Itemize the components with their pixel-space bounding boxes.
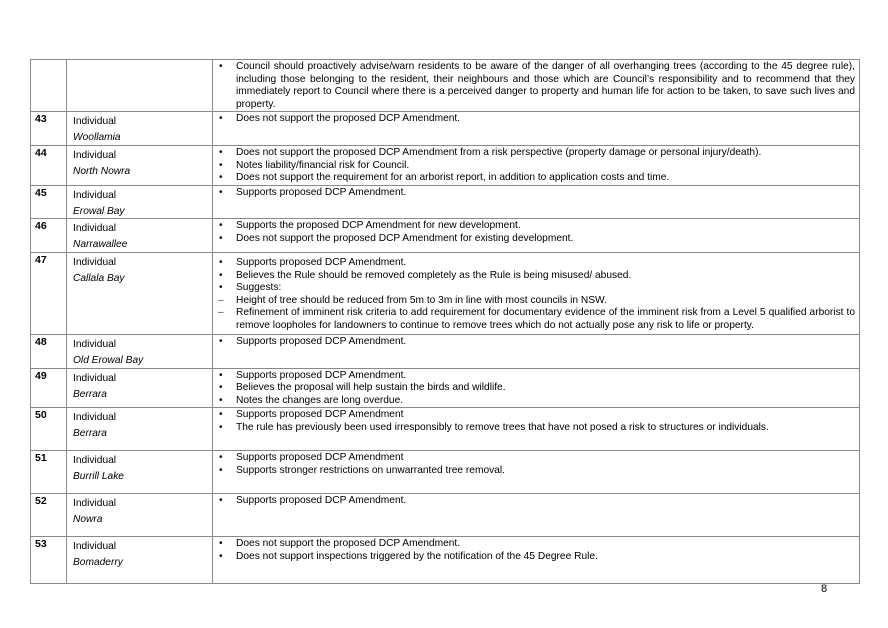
submitter-location: Old Erowal Bay: [73, 354, 144, 366]
table-row: [31, 408, 860, 451]
submitter-cell: [67, 408, 213, 451]
comment-item: • Believes the proposal will help sustain the birds and wildlife.: [213, 382, 855, 395]
comment-item: • Notes liability/financial risk for Council.: [213, 160, 855, 173]
submission-number: 50: [31, 408, 67, 451]
submitter-location: Callala Bay: [73, 272, 125, 284]
submitter-type: Individual: [73, 455, 117, 467]
submitter-cell: [67, 252, 213, 334]
comments-cell: [213, 408, 860, 451]
submitter-location: Woollamia: [73, 132, 121, 144]
submission-number: 52: [31, 494, 67, 537]
submitter-cell: [67, 145, 213, 185]
comments-cell: [213, 334, 860, 368]
comment-item: [213, 282, 855, 332]
comments-cell: [213, 494, 860, 537]
comment-item: • Supports the proposed DCP Amendment for new development.: [213, 220, 855, 233]
table-row: [31, 334, 860, 368]
table-row: [31, 185, 860, 219]
table-row-continuation: [31, 60, 860, 112]
table-row: [31, 219, 860, 253]
submission-number: 45: [31, 185, 67, 219]
submitter-location: North Nowra: [73, 165, 131, 177]
submitter-location: Nowra: [73, 514, 103, 526]
submission-number: 47: [31, 252, 67, 334]
submitter-type: Individual: [73, 189, 117, 201]
table-row: [31, 145, 860, 185]
submitter-cell: [67, 185, 213, 219]
submitter-cell: [67, 112, 213, 146]
comments-cell: [213, 112, 860, 146]
submitter-location: Berrara: [73, 428, 107, 440]
comment-item: • Supports proposed DCP Amendment.: [213, 495, 855, 508]
comment-item: • The rule has previously been used irresponsibly to remove trees that have not posed a risk to structures or individuals.: [213, 422, 855, 435]
submission-number: 51: [31, 451, 67, 494]
comment-item: • Notes the changes are long overdue.: [213, 395, 855, 408]
comments-cell: [213, 451, 860, 494]
table-row: [31, 252, 860, 334]
comment-item: • Does not support the proposed DCP Amendment from a risk perspective (property damage or personal injury/death).: [213, 147, 855, 160]
table-row: [31, 537, 860, 584]
comment-item: • Supports proposed DCP Amendment.: [213, 370, 855, 383]
comment-item: • Believes the Rule should be removed completely as the Rule is being misused/ abused.: [213, 270, 855, 283]
page-number: 8: [821, 583, 828, 595]
comment-item: • Supports proposed DCP Amendment.: [213, 336, 855, 349]
comment-item: • Supports proposed DCP Amendment.: [213, 187, 855, 200]
comments-cell: [213, 368, 860, 408]
comment-item: • Supports stronger restrictions on unwarranted tree removal.: [213, 465, 855, 478]
comment-item: • Supports proposed DCP Amendment: [213, 452, 855, 465]
submission-number-cell: [31, 60, 67, 112]
submitter-location: Burrill Lake: [73, 471, 124, 483]
comment-text: Suggests:: [236, 282, 282, 294]
sub-comment-item: – Height of tree should be reduced from 5m to 3m in line with most councils in NSW.: [213, 295, 855, 308]
comment-item: • Supports proposed DCP Amendment: [213, 409, 855, 422]
submitter-location: Bomaderry: [73, 557, 123, 569]
submission-number: 46: [31, 219, 67, 253]
comments-cell: [213, 60, 860, 112]
submitter-type: Individual: [73, 338, 117, 350]
submitter-type: Individual: [73, 372, 117, 384]
table-row: [31, 451, 860, 494]
submissions-table: [30, 59, 860, 584]
comment-item: • Council should proactively advise/warn residents to be aware of the danger of all overhanging trees (according to the 45 degree rule), including those belonging to the resident, their neighbours and those which are Council’s responsibility and to recommend that they immediately report to Council where there is a perceived danger to property and human life for action to be taken, to save such lives and property.: [213, 61, 855, 111]
comment-item: • Does not support the requirement for an arborist report, in addition to application costs and time.: [213, 172, 855, 185]
submitter-location: Narrawallee: [73, 239, 128, 251]
comment-item: • Does not support inspections triggered by the notification of the 45 Degree Rule.: [213, 551, 855, 564]
comment-item: • Does not support the proposed DCP Amendment for existing development.: [213, 233, 855, 246]
submitter-cell: [67, 334, 213, 368]
submission-number: 44: [31, 145, 67, 185]
submission-number: 49: [31, 368, 67, 408]
submitter-type: Individual: [73, 541, 117, 553]
comment-item: • Does not support the proposed DCP Amendment.: [213, 538, 855, 551]
submitter-cell: [67, 60, 213, 112]
submission-number: 48: [31, 334, 67, 368]
submission-number: 53: [31, 537, 67, 584]
comments-cell: [213, 537, 860, 584]
comments-cell: [213, 252, 860, 334]
comments-cell: [213, 219, 860, 253]
comment-item: • Does not support the proposed DCP Amendment.: [213, 113, 855, 126]
submitter-cell: [67, 537, 213, 584]
sub-comment-item: – Refinement of imminent risk criteria to add requirement for documentary evidence of the imminent risk from a Level 5 qualified arborist to remove loopholes for landowners to continue to remove trees which do not actually pose any risk to life or property.: [213, 307, 855, 332]
submitter-cell: [67, 494, 213, 537]
comment-item: • Supports proposed DCP Amendment.: [213, 257, 855, 270]
submission-number: 43: [31, 112, 67, 146]
submitter-location: Berrara: [73, 388, 107, 400]
submitter-cell: [67, 219, 213, 253]
submitter-type: Individual: [73, 116, 117, 128]
submitter-type: Individual: [73, 498, 117, 510]
submitter-location: Erowal Bay: [73, 205, 125, 217]
submitter-type: Individual: [73, 256, 117, 268]
submitter-type: Individual: [73, 149, 117, 161]
table-row: [31, 368, 860, 408]
table-row: [31, 112, 860, 146]
submitter-type: Individual: [73, 412, 117, 424]
submitter-type: Individual: [73, 223, 117, 235]
submitter-cell: [67, 368, 213, 408]
table-row: [31, 494, 860, 537]
comments-cell: [213, 185, 860, 219]
comments-cell: [213, 145, 860, 185]
submitter-cell: [67, 451, 213, 494]
